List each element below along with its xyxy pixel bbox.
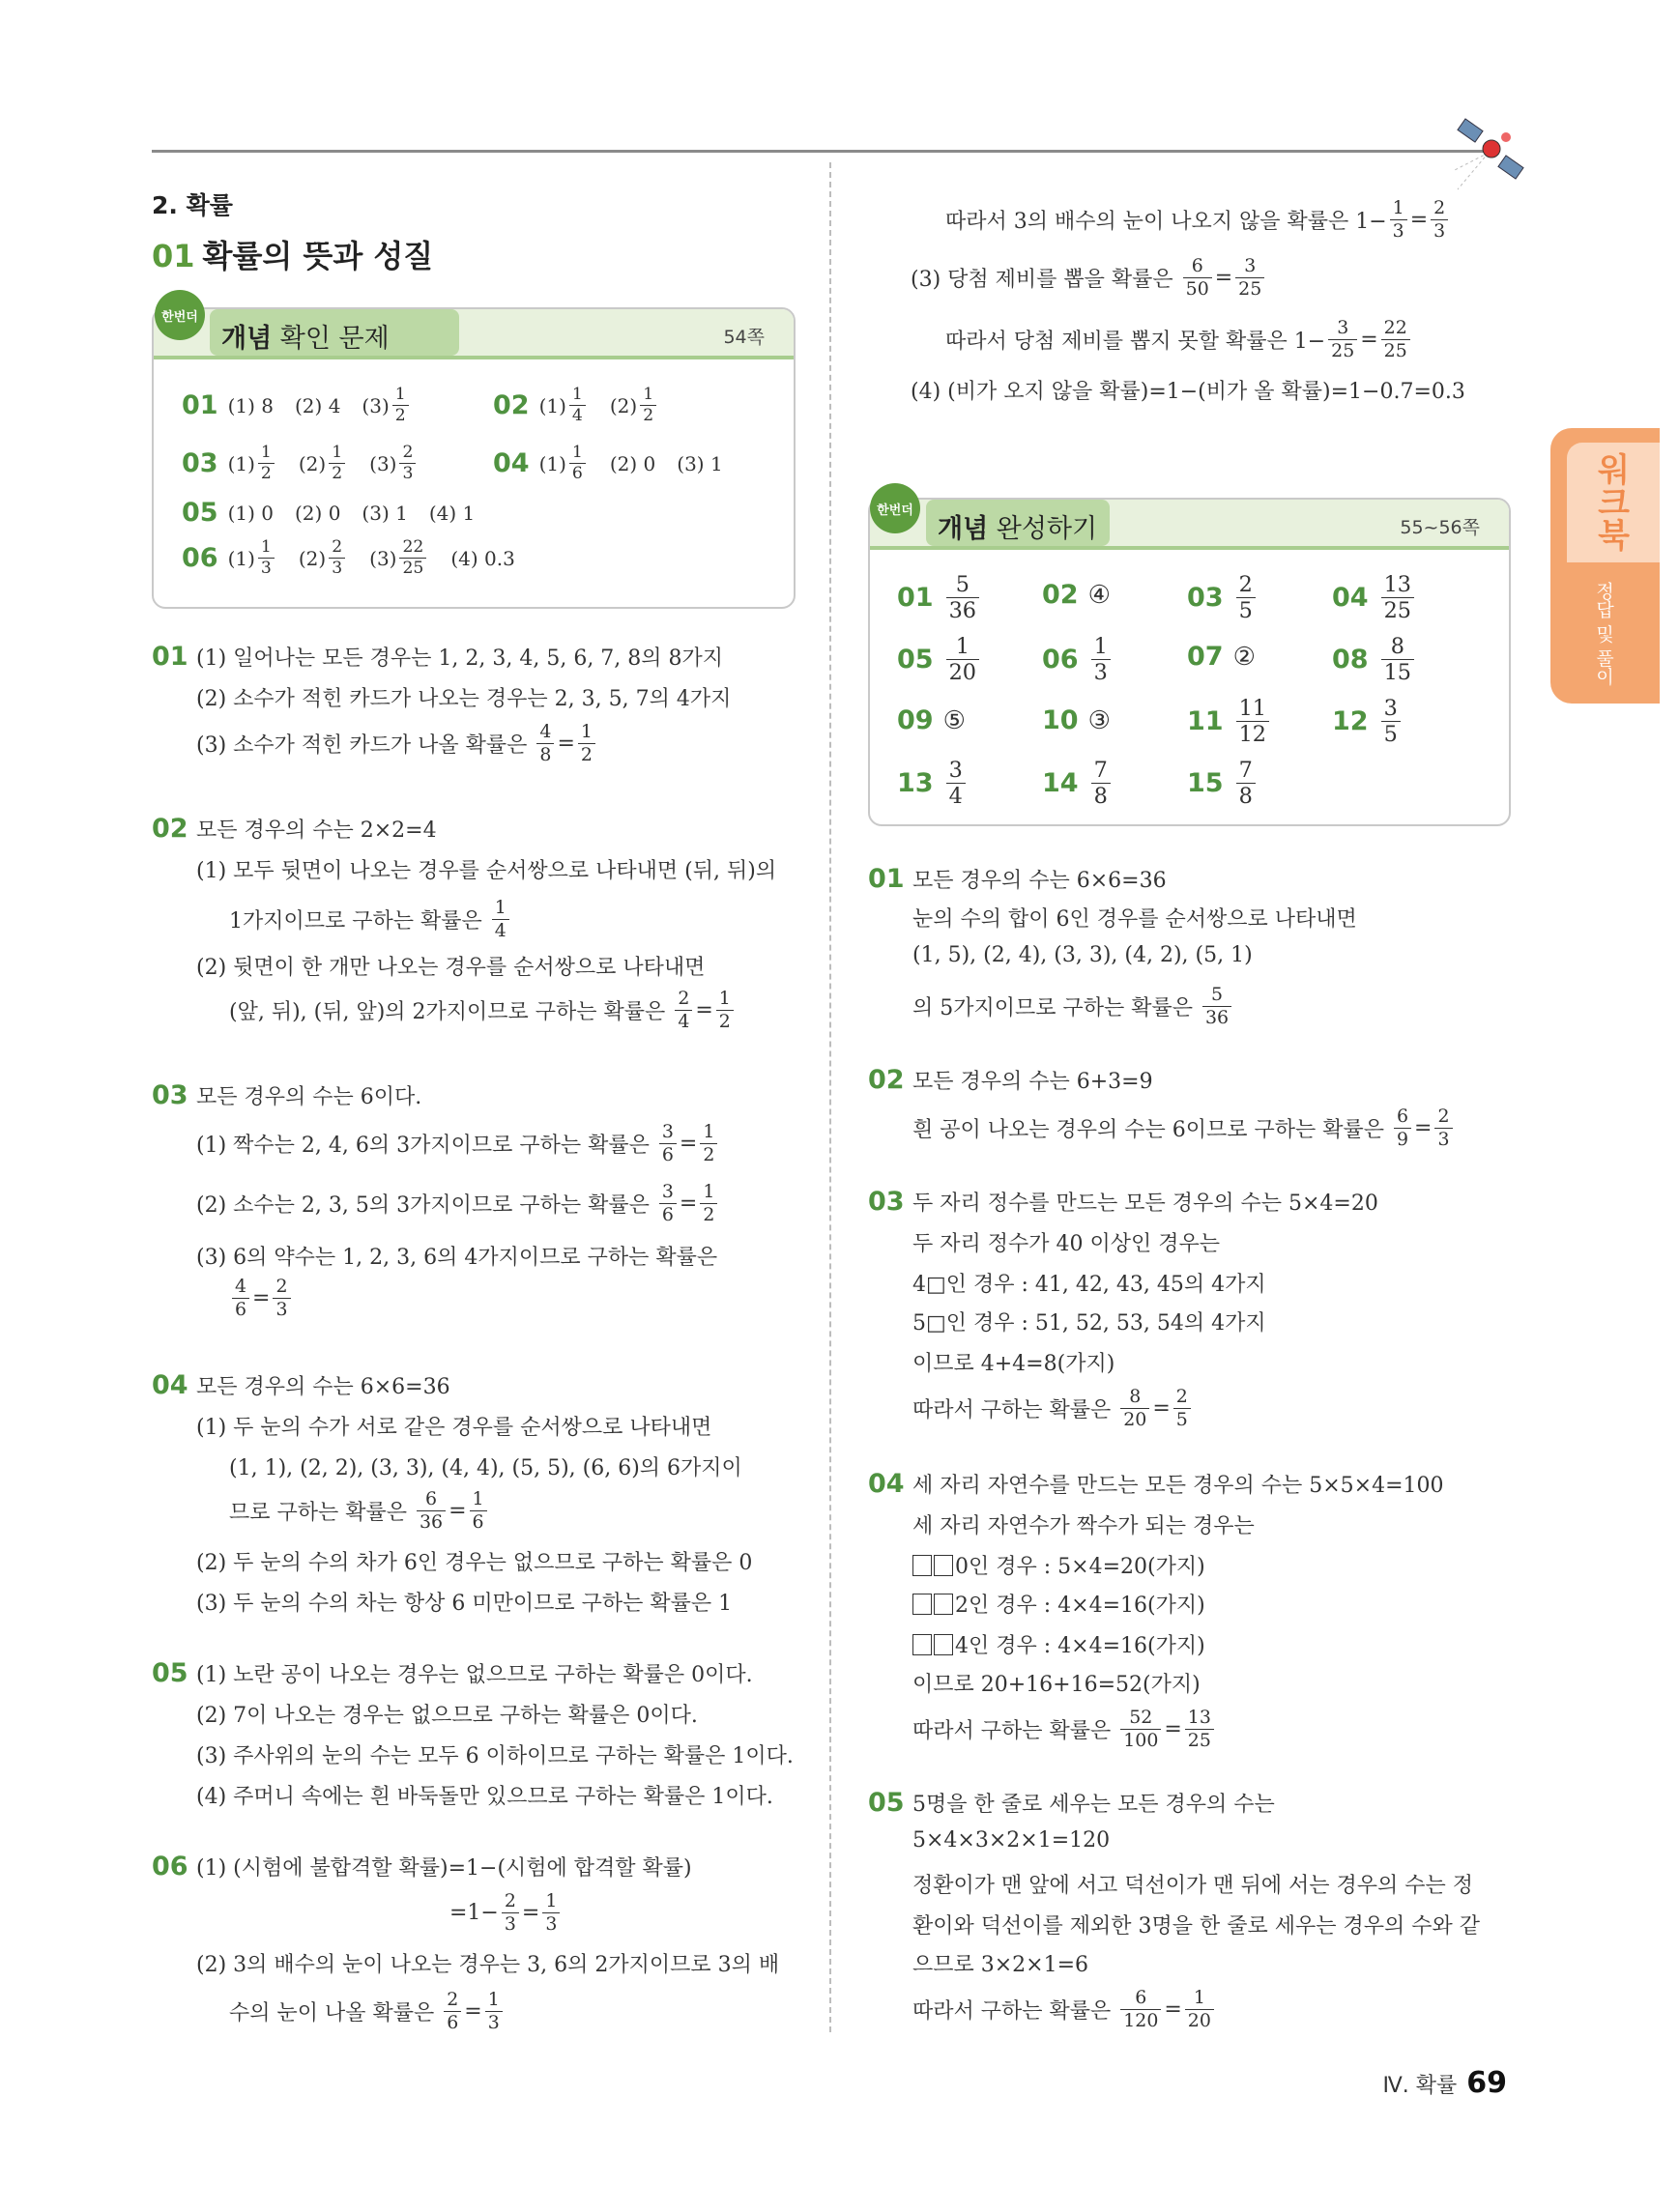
answer-item: ④	[1087, 580, 1111, 610]
solution-number: 03	[868, 1187, 905, 1217]
solution-line: (3) 두 눈의 수의 차는 항상 6 미만이므로 구하는 확률은 1	[196, 1592, 733, 1616]
solution-line: 모든 경우의 수는 6+3=9	[912, 1070, 1153, 1094]
answer-item: (1) $\frac{1}{3}$	[228, 539, 277, 577]
answer-item: (3) $\frac{2}{3}$	[369, 445, 419, 482]
side-tab-label: 워크북	[1591, 452, 1630, 551]
answer-item: (2) $\frac{1}{2}$	[610, 387, 659, 424]
answer-number: 01	[897, 583, 934, 614]
side-tab-sublabel: 정답 및 풀이	[1593, 582, 1614, 686]
solution-line: 세 자리 자연수가 짝수가 되는 경우는	[912, 1514, 1255, 1538]
solution-text: 0인 경우 : 5×4=20(가지)	[955, 1555, 1205, 1579]
answer-item: (2) $\frac{1}{2}$	[299, 445, 348, 482]
answer-number: 10	[1042, 705, 1079, 735]
box1-row-02	[493, 387, 680, 424]
solution-text: 4인 경우 : 4×4=16(가지)	[955, 1634, 1205, 1658]
solution-line: 으므로 3×2×1=6	[912, 1953, 1089, 1977]
answer-number: 03	[1187, 583, 1224, 614]
answer-item: (3) 1	[362, 501, 408, 525]
box-title-rest: 확인 문제	[279, 324, 390, 354]
box2-answer-02	[1042, 580, 1111, 610]
answer-number: 07	[1187, 642, 1224, 672]
solution-line: 수의 눈이 나올 확률은 $\frac{2}{6}$ = $\frac{1}{3}$	[229, 1991, 506, 2032]
answer-number: 13	[897, 768, 934, 799]
solution-line: 1가지이므로 구하는 확률은 $\frac{1}{4}$	[229, 899, 512, 940]
answer-item: (1) 8	[227, 393, 274, 417]
page-footer	[1382, 2066, 1507, 2100]
solution-number: 05	[152, 1658, 188, 1688]
solution-line: (4) 주머니 속에는 흰 바둑돌만 있으므로 구하는 확률은 1이다.	[196, 1785, 773, 1809]
blank-box-icon	[934, 1634, 953, 1655]
solution-text: (3) 소수가 적힌 카드가 나올 확률은	[196, 733, 528, 758]
solution-line: 눈의 수의 합이 6인 경우를 순서쌍으로 나타내면	[912, 907, 1357, 932]
solution-line: 므로 구하는 확률은 $\frac{6}{36}$ = $\frac{1}{6}$	[229, 1490, 490, 1532]
answer-item: (2) 4	[295, 393, 341, 417]
box2-answer-07	[1187, 642, 1256, 672]
subsection-title	[152, 232, 433, 276]
answer-number: 06	[182, 543, 218, 574]
blank-box-icon	[934, 1555, 953, 1576]
solution-line: (1) 모두 뒷면이 나오는 경우를 순서쌍으로 나타내면 (뒤, 뒤)의	[196, 859, 777, 883]
box1-row-01	[182, 387, 433, 424]
box1-row-06	[182, 539, 536, 577]
box2-answer-15: 15 $\frac{7}{8}$	[1187, 760, 1259, 808]
subsection-number: 01	[152, 238, 195, 274]
solution-line: (4) (비가 오지 않을 확률)=1−(비가 올 확률)=1−0.7=0.3	[911, 380, 1465, 404]
solution-line: 5□인 경우 : 51, 52, 53, 54의 4가지	[912, 1311, 1266, 1336]
solution-number: 06	[152, 1852, 188, 1882]
box2-answer-05: 05 $\frac{1}{20}$	[897, 636, 982, 684]
solution-number: 02	[868, 1065, 905, 1095]
solution-line: =1− $\frac{2}{3}$ = $\frac{1}{3}$	[449, 1892, 563, 1934]
solution-number: 04	[152, 1370, 188, 1400]
solution-line: (3) 주사위의 눈의 수는 모두 6 이하이므로 구하는 확률은 1이다.	[196, 1744, 794, 1768]
solution-text: 따라서 구하는 확률은	[912, 1998, 1112, 2024]
blank-box-icon	[912, 1634, 932, 1655]
answer-item: (2) 0	[295, 501, 341, 525]
box-title-bold: 개념	[221, 324, 273, 354]
box2-answer-04: 04 $\frac{13}{25}$	[1332, 574, 1417, 622]
solution-line: (2) 소수는 2, 3, 5의 3가지이므로 구하는 확률은 $\frac{3}{6}$ = $\frac{1}{2}$	[196, 1183, 720, 1224]
solution-line	[912, 1629, 1205, 1659]
answer-number: 08	[1332, 645, 1369, 675]
solution-line: (1, 5), (2, 4), (3, 3), (4, 2), (5, 1)	[912, 943, 1253, 967]
solution-line: 세 자리 자연수를 만드는 모든 경우의 수는 5×5×4=100	[912, 1474, 1444, 1498]
solution-line: (1) 일어나는 모든 경우는 1, 2, 3, 4, 5, 6, 7, 8의 8가지	[196, 646, 724, 671]
solution-line: (1) 노란 공이 나오는 경우는 없으므로 구하는 확률은 0이다.	[196, 1663, 753, 1687]
solution-line: (2) 소수가 적힌 카드가 나오는 경우는 2, 3, 5, 7의 4가지	[196, 687, 732, 711]
solution-line: (1) 짝수는 2, 4, 6의 3가지이므로 구하는 확률은 $\frac{3}{6}$ = $\frac{1}{2}$	[196, 1123, 720, 1164]
solution-text: (2) 소수는 2, 3, 5의 3가지이므로 구하는 확률은	[196, 1192, 650, 1218]
answer-number: 14	[1042, 768, 1079, 799]
badge-once-more: 한번더	[155, 290, 205, 340]
solution-number: 05	[868, 1788, 905, 1818]
solution-line: 모든 경우의 수는 6이다.	[196, 1085, 422, 1109]
solution-text: (3) 당첨 제비를 뽑을 확률은	[911, 267, 1173, 292]
answer-number: 01	[182, 390, 218, 421]
solution-line: 따라서 구하는 확률은 $\frac{8}{20}$ = $\frac{2}{5}$	[912, 1388, 1194, 1429]
box2-answer-14: 14 $\frac{7}{8}$	[1042, 760, 1114, 808]
answer-item: (3) $\frac{1}{2}$	[362, 387, 411, 424]
box2-answer-12: 12 $\frac{3}{5}$	[1332, 698, 1404, 746]
answer-number: 04	[1332, 583, 1369, 614]
blank-box-icon	[912, 1555, 932, 1576]
answer-item: (1) $\frac{1}{2}$	[228, 445, 277, 482]
answer-number: 05	[182, 498, 218, 528]
satellite-icon	[1450, 114, 1537, 191]
solution-text: 따라서 구하는 확률은	[912, 1718, 1112, 1743]
solution-line: 흰 공이 나오는 경우의 수는 6이므로 구하는 확률은 $\frac{6}{9}$ = $\frac{2}{3}$	[912, 1107, 1456, 1149]
blank-box-icon	[934, 1594, 953, 1615]
solution-line: (2) 7이 나오는 경우는 없으므로 구하는 확률은 0이다.	[196, 1704, 698, 1728]
box2-answer-01: 01 $\frac{5}{36}$	[897, 574, 982, 622]
answer-number: 09	[897, 705, 934, 735]
answer-number: 06	[1042, 645, 1079, 675]
solution-line: (3) 소수가 적힌 카드가 나올 확률은 $\frac{4}{8}$ = $\frac{1}{2}$	[196, 723, 598, 764]
answer-item: (4) 1	[428, 501, 476, 525]
box2-answer-10	[1042, 705, 1111, 735]
solution-line: (2) 3의 배수의 눈이 나오는 경우는 3, 6의 2가지이므로 3의 배	[196, 1953, 780, 1977]
box2-answer-06: 06 $\frac{1}{3}$	[1042, 636, 1114, 684]
box2-answer-03: 03 $\frac{2}{5}$	[1187, 574, 1259, 622]
solution-number: 01	[868, 864, 905, 894]
solution-line: 모든 경우의 수는 6×6=36	[912, 869, 1167, 893]
answer-item: ⑤	[942, 705, 966, 735]
solution-line: 이므로 4+4=8(가지)	[912, 1352, 1115, 1376]
solution-line: 따라서 구하는 확률은 $\frac{52}{100}$ = $\frac{13}{25}$	[912, 1709, 1217, 1750]
answer-number: 02	[1042, 580, 1079, 610]
box1-row-04	[493, 445, 744, 482]
solution-line: 정환이가 맨 앞에 서고 덕선이가 맨 뒤에 서는 경우의 수는 정	[912, 1874, 1473, 1898]
answer-item: ②	[1232, 642, 1256, 672]
solution-text: 의 5가지이므로 구하는 확률은	[912, 995, 1194, 1020]
box2-answer-09	[897, 705, 966, 735]
subsection-text: 확률의 뜻과 성질	[202, 238, 434, 274]
answer-number: 05	[897, 645, 934, 675]
answer-item: (1) $\frac{1}{4}$	[539, 387, 589, 424]
solution-line: 모든 경우의 수는 6×6=36	[196, 1375, 450, 1399]
solution-line: 두 자리 정수가 40 이상인 경우는	[912, 1232, 1220, 1256]
solution-line: 두 자리 정수를 만드는 모든 경우의 수는 5×4=20	[912, 1192, 1378, 1216]
solution-text: 흰 공이 나오는 경우의 수는 6이므로 구하는 확률은	[912, 1117, 1384, 1142]
box1-row-03	[182, 445, 440, 482]
solution-line: (앞, 뒤), (뒤, 앞)의 2가지이므로 구하는 확률은 $\frac{2}{4}$ = $\frac{1}{2}$	[229, 990, 737, 1031]
badge-once-more: 한번더	[870, 483, 920, 533]
footer-chapter: Ⅳ. 확률	[1382, 2074, 1458, 2098]
solution-line: 이므로 20+16+16=52(가지)	[912, 1673, 1201, 1697]
answer-number: 04	[493, 448, 530, 479]
solution-line: (3) 당첨 제비를 뽑을 확률은 $\frac{6}{50}$ = $\frac{3}{25}$	[911, 257, 1267, 299]
solution-line: $\frac{4}{6}$ = $\frac{2}{3}$	[229, 1278, 294, 1319]
box-title	[221, 317, 390, 355]
solution-line: (1) 두 눈의 수가 서로 같은 경우를 순서쌍으로 나타내면	[196, 1416, 712, 1440]
solution-text: (1) 짝수는 2, 4, 6의 3가지이므로 구하는 확률은	[196, 1133, 650, 1158]
solution-line: (2) 두 눈의 수의 차가 6인 경우는 없으므로 구하는 확률은 0	[196, 1551, 753, 1575]
column-divider	[829, 162, 831, 2032]
box2-answer-13: 13 $\frac{3}{4}$	[897, 760, 969, 808]
box2-answer-08: 08 $\frac{8}{15}$	[1332, 636, 1417, 684]
solution-line	[912, 1550, 1205, 1580]
solution-line: 환이와 덕선이를 제외한 3명을 한 줄로 세우는 경우의 수와 같	[912, 1914, 1480, 1939]
answer-number: 11	[1187, 706, 1224, 737]
answer-item: (1) 0	[227, 501, 274, 525]
answer-item: ③	[1087, 705, 1111, 735]
solution-line: 따라서 3의 배수의 눈이 나오지 않을 확률은 1− $\frac{1}{3}$ = $\frac{2}{3}$	[945, 199, 1451, 241]
solution-line: 5명을 한 줄로 세우는 모든 경우의 수는	[912, 1793, 1275, 1817]
solution-text: 따라서 당첨 제비를 뽑지 못할 확률은 1−	[945, 329, 1326, 354]
solution-line: 따라서 구하는 확률은 $\frac{6}{120}$ = $\frac{1}{20}$	[912, 1989, 1217, 2030]
blank-box-icon	[912, 1594, 932, 1615]
top-rule	[152, 150, 1495, 153]
answer-item: (4) 0.3	[450, 546, 515, 570]
solution-line: 5×4×3×2×1=120	[912, 1828, 1111, 1853]
solution-line	[912, 1589, 1205, 1619]
answer-number: 03	[182, 448, 218, 479]
solution-number: 02	[152, 814, 188, 844]
box-pages: 54쪽	[723, 327, 765, 348]
solution-text: (앞, 뒤), (뒤, 앞)의 2가지이므로 구하는 확률은	[229, 999, 666, 1024]
solution-line: 의 5가지이므로 구하는 확률은 $\frac{5}{36}$	[912, 986, 1234, 1027]
answer-item: (2) 0	[609, 451, 656, 475]
solution-text: 수의 눈이 나올 확률은	[229, 2000, 435, 2025]
solution-number: 01	[152, 642, 188, 672]
solution-text: 2인 경우 : 4×4=16(가지)	[955, 1594, 1205, 1618]
box-header-underline	[870, 546, 1509, 550]
answer-item: (3) 1	[677, 451, 723, 475]
solution-text: 따라서 구하는 확률은	[912, 1397, 1112, 1422]
answer-number: 15	[1187, 768, 1224, 799]
answer-item: (2) $\frac{2}{3}$	[299, 539, 348, 577]
box-title	[938, 507, 1097, 545]
box1-row-05	[182, 498, 496, 528]
solution-line: 모든 경우의 수는 2×2=4	[196, 819, 437, 843]
answer-item: (3) $\frac{22}{25}$	[369, 539, 429, 577]
solution-text: 므로 구하는 확률은	[229, 1500, 408, 1525]
answer-number: 02	[493, 390, 530, 421]
solution-text: 1가지이므로 구하는 확률은	[229, 908, 482, 934]
box2-answer-11: 11 $\frac{11}{12}$	[1187, 698, 1272, 746]
solution-line: (3) 6의 약수는 1, 2, 3, 6의 4가지이므로 구하는 확률은	[196, 1246, 718, 1270]
answer-item: (1) $\frac{1}{6}$	[539, 445, 589, 482]
solution-line: (2) 뒷면이 한 개만 나오는 경우를 순서쌍으로 나타내면	[196, 956, 706, 980]
solution-text: 따라서 3의 배수의 눈이 나오지 않을 확률은 1−	[945, 209, 1387, 234]
solution-line: (1, 1), (2, 2), (3, 3), (4, 4), (5, 5), (6, 6)의 6가지이	[229, 1456, 742, 1480]
page-number: 69	[1466, 2066, 1507, 2100]
solution-number: 03	[152, 1080, 188, 1110]
solution-line: (1) (시험에 불합격할 확률)=1−(시험에 합격할 확률)	[196, 1856, 692, 1881]
box-header-underline	[154, 356, 794, 359]
box-pages: 55~56쪽	[1400, 517, 1480, 538]
solution-line: 따라서 당첨 제비를 뽑지 못할 확률은 1− $\frac{3}{25}$ = $\frac{22}{25}$	[945, 319, 1413, 360]
section-title: 2. 확률	[152, 191, 233, 219]
box-title-rest: 완성하기	[996, 514, 1098, 544]
answer-number: 12	[1332, 706, 1369, 737]
solution-line: 4□인 경우 : 41, 42, 43, 45의 4가지	[912, 1273, 1266, 1297]
solution-number: 04	[868, 1469, 905, 1499]
box-title-bold: 개념	[938, 514, 989, 544]
